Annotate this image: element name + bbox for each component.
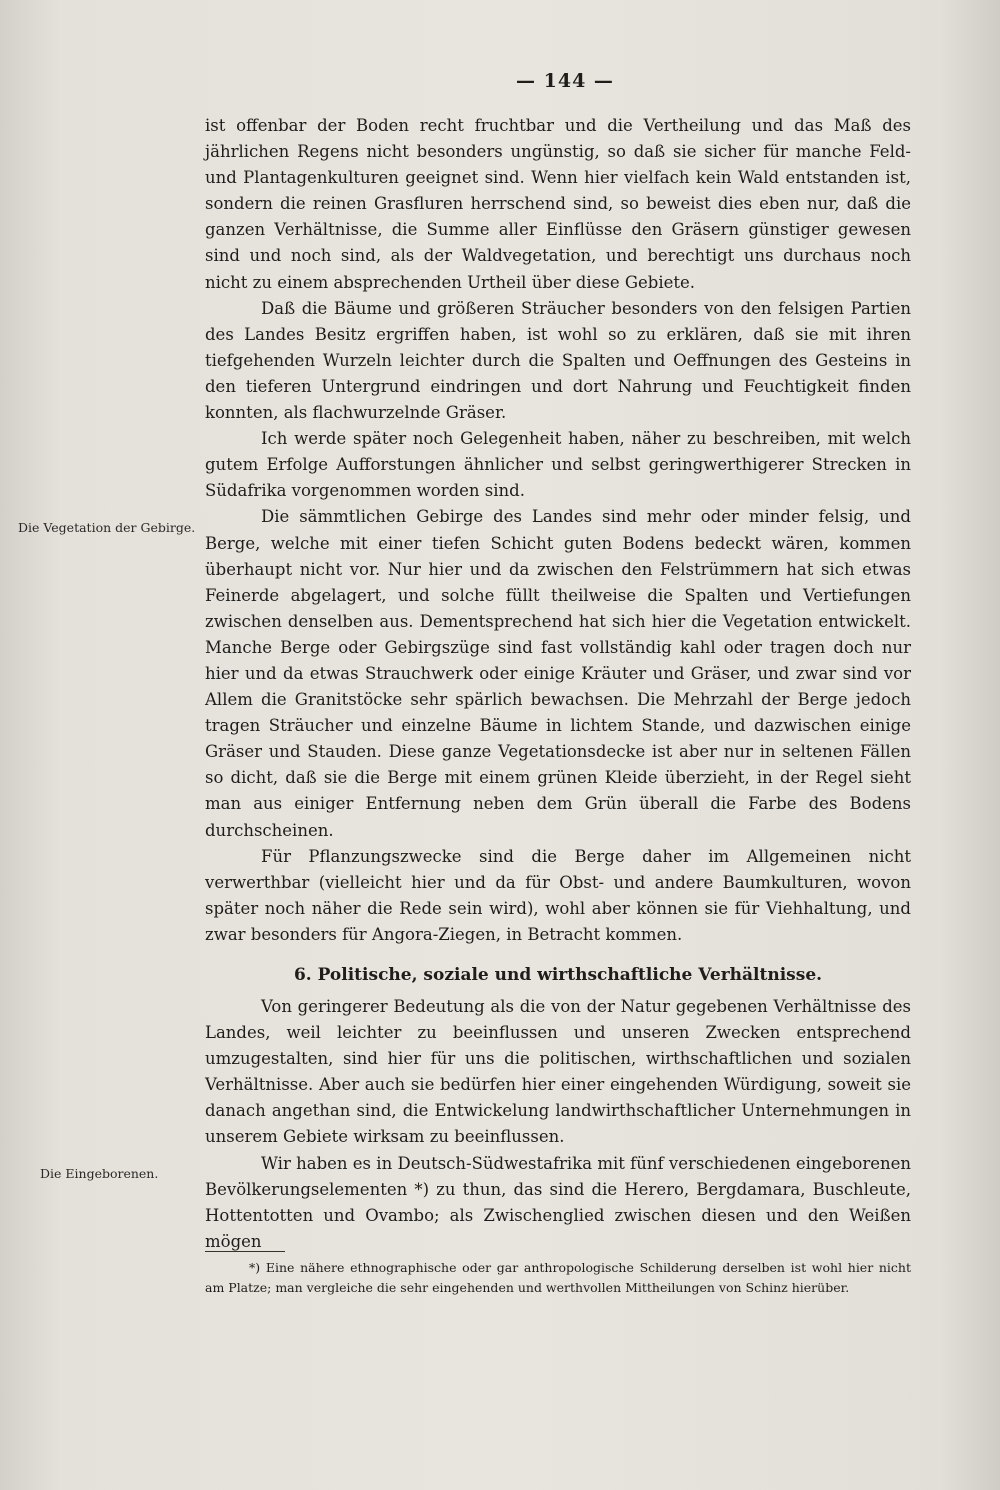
footnotes bbox=[205, 1258, 911, 1298]
section-heading: 6. Politische, soziale und wirthschaftliche Verhältnisse. bbox=[293, 965, 823, 985]
sidenote-eingeborenen: Die Eingeborenen. bbox=[40, 1166, 159, 1181]
footnote: *) Eine nähere ethnographische oder gar anthropologische Schilderung derselben ist wohl hier nicht am Platze; man vergleiche die sehr eingehenden und werthvollen Mittheilungen von Schinz hierüber. bbox=[205, 1260, 911, 1295]
sidenote-vegetation-gebirge: Die Vegetation der Gebirge. bbox=[18, 520, 196, 535]
paragraph: Daß die Bäume und größeren Sträucher besonders von den felsigen Partien des Landes Besitz ergriffen haben, ist wohl so zu erklären, daß sie mit ihren tiefgehenden Wurzeln leichter durch die Spalten und Oeffnungen des Gesteins in den tieferen Untergrund eindringen und dort Nahrung und Feuchtigkeit finden konnten, als flachwurzelnde Gräser. bbox=[205, 298, 911, 423]
paragraph: Für Pflanzungszwecke sind die Berge daher im Allgemeinen nicht verwerthbar (vielleicht hier und da für Obst- und andere Baumkulturen, wovon später noch näher die Rede sein wird), wohl aber können sie für Viehhaltung, und zwar besonders für Angora-Ziegen, in Betracht kommen. bbox=[205, 846, 911, 944]
paragraph: Die sämmtlichen Gebirge des Landes sind mehr oder minder felsig, und Berge, welche mit einer tiefen Schicht guten Bodens bedeckt wären, kommen überhaupt nicht vor. Nur hier und da zwischen den Felstrümmern hat sich etwas Feinerde abgelagert, und solche füllt theilweise die Spalten und Vertiefungen zwischen denselben aus. Dementsprechend hat sich hier die Vegetation entwickelt. Manche Berge oder Gebirgszüge sind fast vollständig kahl oder tragen doch nur hier und da etwas Strauchwerk oder einige Kräuter und Gräser, und zwar sind vor Allem die Granitstöcke sehr spärlich bewachsen. Die Mehrzahl der Berge jedoch tragen Sträucher und einzelne Bäume in lichtem Stande, und dazwischen einige Gräser und Stauden. Diese ganze Vegetationsdecke ist aber nur in seltenen Fällen so dicht, daß sie die Berge mit einem grünen Kleide überzieht, in der Regel sieht man aus einiger Entfernung neben dem Grün überall die Farbe des Bodens durchscheinen. bbox=[205, 507, 911, 840]
main-text bbox=[205, 113, 911, 1255]
paragraph: Wir haben es in Deutsch-Südwestafrika mit fünf verschiedenen eingeborenen Bevölkerungselementen *) zu thun, das sind die Herero, Bergdamara, Buschleute, Hottentotten und Ovambo; als Zwischenglied zwischen diesen und den Weißen mögen bbox=[205, 1153, 911, 1251]
footnote-divider bbox=[205, 1251, 285, 1252]
paragraph: ist offenbar der Boden recht fruchtbar und die Vertheilung und das Maß des jährlichen Regens nicht besonders ungünstig, so daß sie sicher für manche Feld- und Plantagenkulturen geeignet sind. Wenn hier vielfach kein Wald entstanden ist, sondern die reinen Grasfluren herrschend sind, so beweist dies eben nur, daß die ganzen Verhältnisse, die Summe aller Einflüsse den Gräsern günstiger gewesen sind und noch sind, als der Waldvegetation, und berechtigt uns durchaus noch nicht zu einem absprechenden Urtheil über diese Gebiete. bbox=[205, 116, 911, 292]
paragraph: Von geringerer Bedeutung als die von der Natur gegebenen Verhältnisse des Landes, weil leichter zu beeinflussen und unseren Zwecken entsprechend umzugestalten, sind hier für uns die politischen, wirthschaftlichen und sozialen Verhältnisse. Aber auch sie bedürfen hier einer eingehenden Würdigung, soweit sie danach angethan sind, die Entwickelung landwirthschaftlicher Unternehmungen in unserem Gebiete wirksam zu beeinflussen. bbox=[205, 997, 911, 1147]
page-number: — 144 — bbox=[516, 70, 614, 92]
paragraph: Ich werde später noch Gelegenheit haben, näher zu beschreiben, mit welch gutem Erfolge Aufforstungen ähnlicher und selbst geringwerthigerer Strecken in Südafrika vorgenommen worden sind. bbox=[205, 429, 911, 501]
